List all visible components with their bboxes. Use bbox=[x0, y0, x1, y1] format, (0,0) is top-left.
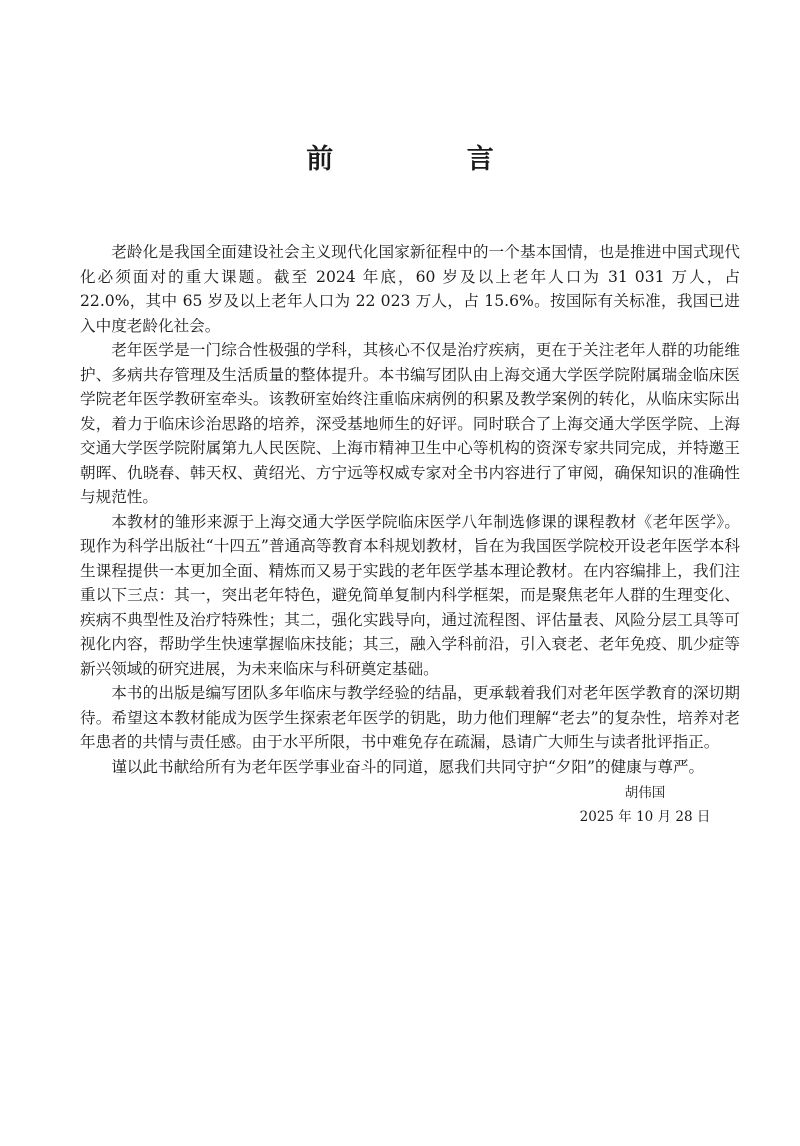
signature-date: 2025 年 10 月 28 日 bbox=[579, 809, 711, 825]
paragraph-1: 老龄化是我国全面建设社会主义现代化国家新征程中的一个基本国情，也是推进中国式现代化必须面对的重大课题。截至 2024 年底，60 岁及以上老年人口为 31 031 万人，占 22.0%，其中 65 岁及以上老年人口为 22 023 万人，占 15.6%。按国际有关标准，我国已进入中度老龄化社会。 bbox=[80, 243, 740, 335]
paragraph-3: 本教材的雏形来源于上海交通大学医学院临床医学八年制选修课的课程教材《老年医学》。现作为科学出版社“十四五”普通高等教育本科规划教材，旨在为我国医学院校开设老年医学本科生课程提供一本更加全面、精炼而又易于实践的老年医学基本理论教材。在内容编排上，我们注重以下三点：其一，突出老年特色，避免简单复制内科学框架，而是聚焦老年人群的生理变化、疾病不典型性及治疗特殊性；其二，强化实践导向，通过流程图、评估量表、风险分层工具等可视化内容，帮助学生快速掌握临床技能；其三，融入学科前沿，引入衰老、老年免疫、肌少症等新兴领域的研究进展，为未来临床与科研奠定基础。 bbox=[80, 512, 740, 678]
signature-name: 胡伟国 bbox=[624, 785, 666, 801]
paragraph-2: 老年医学是一门综合性极强的学科，其核心不仅是治疗疾病，更在于关注老年人群的功能维护、多病共存管理及生活质量的整体提升。本书编写团队由上海交通大学医学院附属瑞金临床医学院老年医学教研室牵头。该教研室始终注重临床病例的积累及教学案例的转化，从临床实际出发，着力于临床诊治思路的培养，深受基地师生的好评。同时联合了上海交通大学医学院、上海交通大学医学院附属第九人民医院、上海市精神卫生中心等机构的资深专家共同完成，并特邀王朝晖、仇晓春、韩天权、黄绍光、方宁远等权威专家对全书内容进行了审阅，确保知识的准确性与规范性。 bbox=[80, 341, 740, 506]
page-title: 前 言 bbox=[306, 144, 556, 175]
paragraph-4: 本书的出版是编写团队多年临床与教学经验的结晶，更承载着我们对老年医学教育的深切期待。希望这本教材能成为医学生探索老年医学的钥匙，助力他们理解“老去”的复杂性，培养对老年患者的共情与责任感。由于水平所限，书中难免存在疏漏，恳请广大师生与读者批评指正。 bbox=[80, 684, 740, 751]
preface-body bbox=[80, 240, 740, 779]
paragraph-5: 谨以此书献给所有为老年医学事业奋斗的同道，愿我们共同守护“夕阳”的健康与尊严。 bbox=[111, 757, 705, 776]
